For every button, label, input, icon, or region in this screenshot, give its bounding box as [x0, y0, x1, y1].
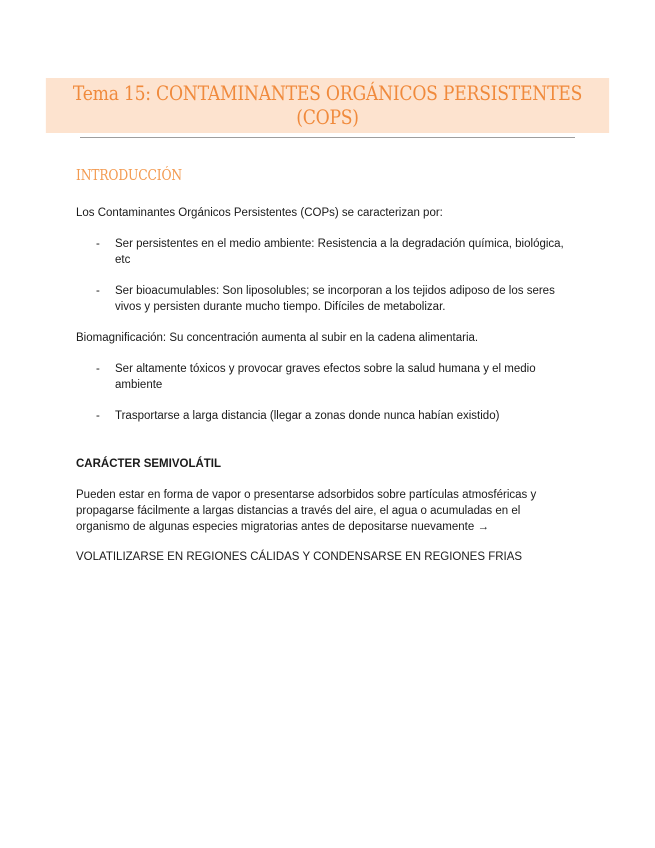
page-title: Tema 15: CONTAMINANTES ORGÁNICOS PERSISTENTES (COPS)	[46, 78, 609, 133]
section-heading-introduccion: INTRODUCCIÓN	[76, 166, 182, 184]
bullet-marker: -	[96, 363, 100, 375]
list-item	[96, 361, 581, 393]
intro-paragraph: Los Contaminantes Orgánicos Persistentes (COPs) se caracterizan por:	[76, 207, 443, 219]
list-item	[96, 236, 581, 268]
bullet-marker: -	[96, 238, 100, 250]
title-container	[0, 78, 655, 133]
list-item-text: Trasportarse a larga distancia (llegar a zonas donde nunca habían existido)	[115, 410, 500, 422]
horizontal-divider	[80, 137, 575, 138]
list-item-text: Ser persistentes en el medio ambiente: Resistencia a la degradación química, biológica, etc	[115, 238, 564, 266]
conclusion-line: VOLATILIZARSE EN REGIONES CÁLIDAS Y CONDENSARSE EN REGIONES FRIAS	[76, 551, 523, 563]
section-heading-caracter-semivolatil: CARÁCTER SEMIVOLÁTIL	[76, 458, 222, 470]
bullet-marker: -	[96, 285, 100, 297]
biomagnification-paragraph: Biomagnificación: Su concentración aumenta al subir en la cadena alimentaria.	[76, 332, 479, 344]
bullet-marker: -	[96, 410, 100, 422]
list-item-text: Ser bioacumulables: Son liposolubles; se incorporan a los tejidos adiposo de los seres vivos y persisten durante mucho tiempo. Difíciles de metabolizar.	[115, 285, 555, 313]
list-item	[96, 283, 581, 315]
list-item-text: Ser altamente tóxicos y provocar graves efectos sobre la salud humana y el medio ambiente	[115, 363, 536, 391]
semivolatile-paragraph: Pueden estar en forma de vapor o presentarse adsorbidos sobre partículas atmosféricas y propagarse fácilmente a largas distancias a través del aire, el agua o acumuladas en el organismo de algunas especies migratorias antes de depositarse nuevamente →	[76, 489, 537, 533]
list-item	[96, 408, 581, 424]
